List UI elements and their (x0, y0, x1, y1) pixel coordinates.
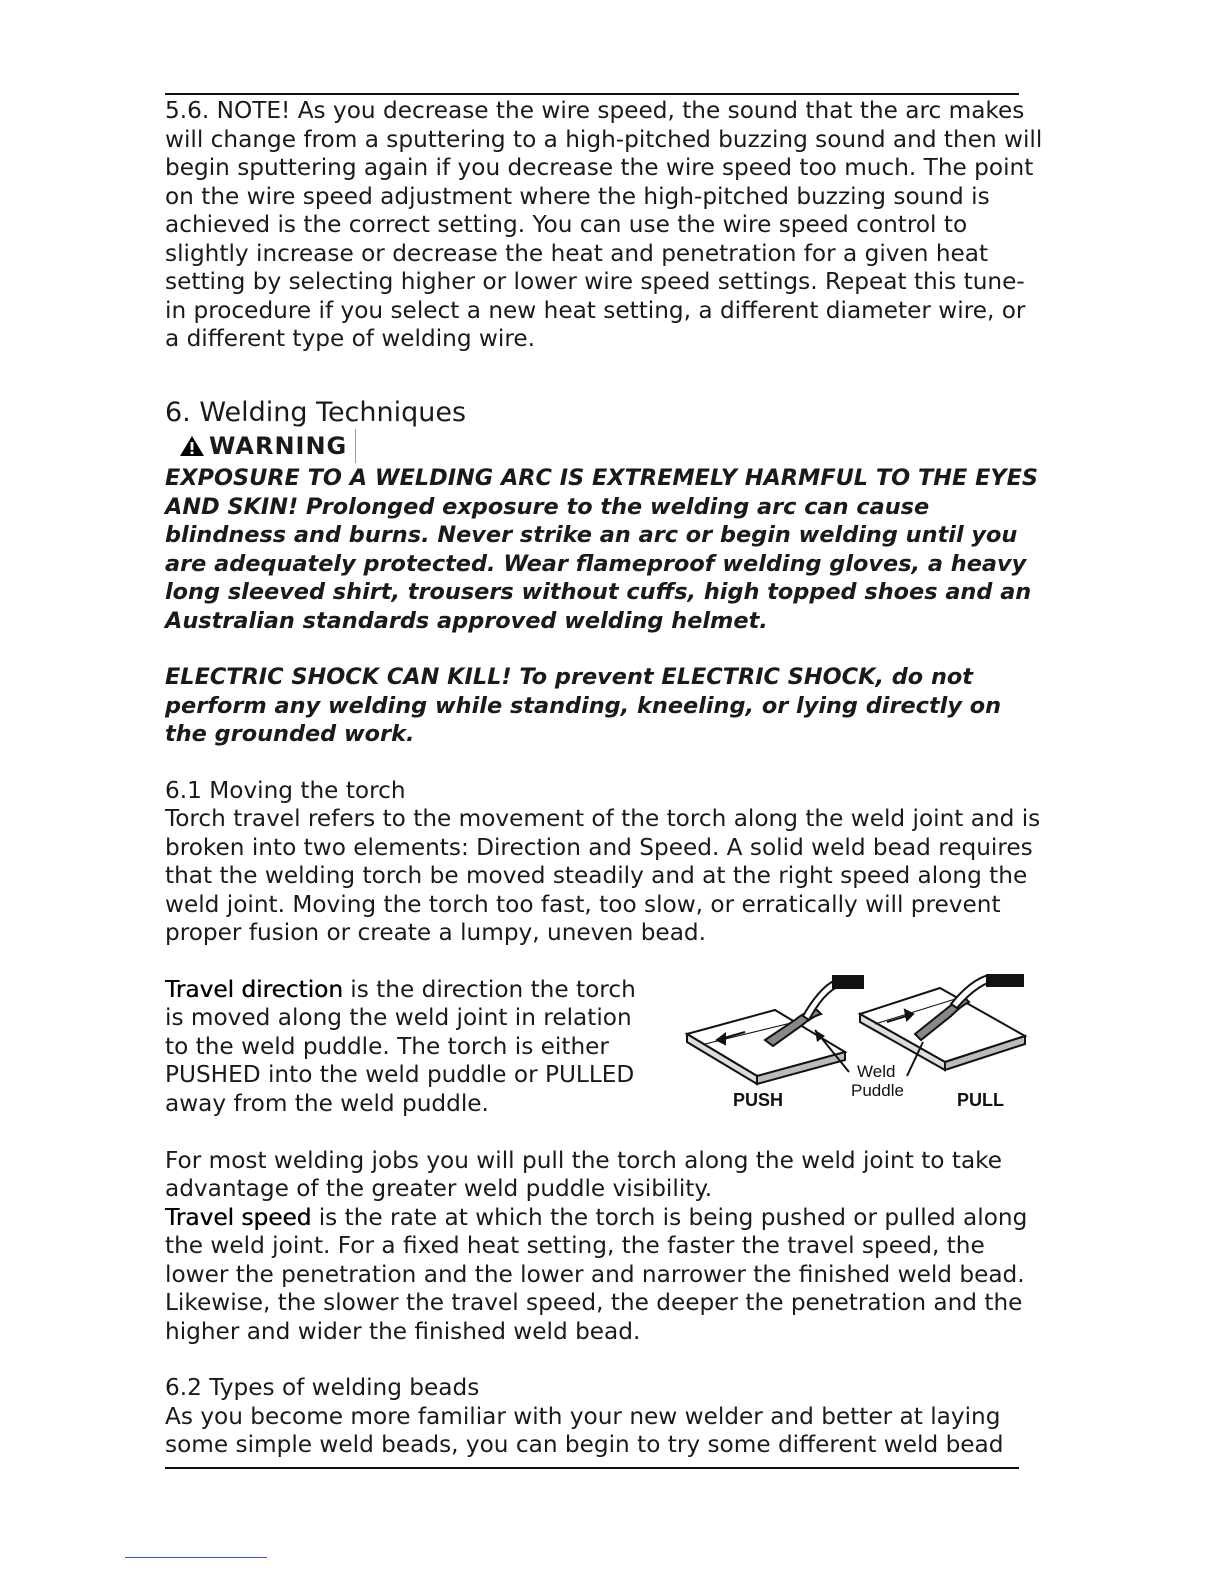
puddle-label: Puddle (851, 1080, 904, 1100)
pull-label: PULL (957, 1089, 1004, 1110)
travel-speed-text: is the rate at which the torch is being pushed or pulled along the weld joint. For a fixed heat setting, the faster the travel speed, the lower the penetration and the lower and narrower the finished weld bead. Likewise, the slower the travel speed, the deeper the penetration and the higher and wider the finished weld bead. (165, 1203, 1028, 1345)
push-pull-figure (675, 974, 1037, 1119)
travel-direction-term: Travel direction (165, 975, 343, 1003)
travel-direction-paragraph (165, 976, 655, 1119)
note-paragraph: 5.6. NOTE! As you decrease the wire speed, the sound that the arc makes will change from a sputtering to a high-pitched buzzing sound and then will begin sputtering again if you decrease the wire speed too much. The point on the wire speed adjustment where the high-pitched buzzing sound is achieved is the correct setting. You can use the wire speed control to slightly increase or decrease the heat and penetration for a given heat setting by selecting higher or lower wire speed settings. Repeat this tune-in procedure if you select a new heat setting, a different diameter wire, or a different type of welding wire. (165, 97, 1043, 352)
travel-direction-text: is the direction the torch is moved along the weld joint in relation to the weld puddle. The torch is either PUSHED into the weld puddle or PULLED away from the weld puddle. (165, 975, 636, 1117)
top-rule (165, 93, 1019, 95)
torch-travel-intro: Torch travel refers to the movement of the torch along the weld joint and is broken into two elements: Direction and Speed. A solid weld bead requires that the welding torch be moved steadily and at the right speed along the weld joint. Moving the torch too fast, too slow, or erratically will prevent proper fusion or create a lumpy, uneven bead. (165, 805, 1041, 946)
subsection-heading: 6.1 Moving the torch (165, 776, 406, 804)
warning-label (179, 429, 356, 463)
warning-shock-text: ELECTRIC SHOCK CAN KILL! To prevent ELECTRIC SHOCK, do not perform any welding while standing, kneeling, or lying directly on the grounded work. (165, 664, 1002, 747)
bottom-rule (165, 1467, 1019, 1469)
warning-triangle-icon (179, 435, 205, 457)
weld-beads-paragraph: As you become more familiar with your new welder and better at laying some simple weld beads, you can begin to try some different weld bead (165, 1402, 1004, 1458)
subsection-heading-beads: 6.2 Types of welding beads (165, 1374, 480, 1401)
footnote-link-line (125, 1557, 267, 1558)
pull-diagram (860, 974, 1025, 1070)
travel-direction-row (165, 976, 1045, 1119)
travel-speed-paragraph (165, 1204, 1045, 1347)
push-label: PUSH (733, 1089, 784, 1110)
weld-label: Weld (857, 1061, 896, 1081)
pull-note-paragraph: For most welding jobs you will pull the torch along the weld joint to take advantage of the greater weld puddle visibility. (165, 1146, 1003, 1202)
section-heading: 6. Welding Techniques (165, 396, 467, 428)
push-diagram (687, 976, 863, 1084)
warning-label-text: WARNING (209, 431, 348, 460)
warning-exposure-text: EXPOSURE TO A WELDING ARC IS EXTREMELY HARMFUL TO THE EYES AND SKIN! Prolonged exposure to the welding arc can cause blindness and burns. Never strike an arc or begin welding until you are adequately protected. Wear flameproof welding gloves, a heavy long sleeved shirt, trousers without cuffs, high topped shoes and an Australian standards approved welding helmet. (165, 465, 1039, 634)
travel-speed-term: Travel speed (165, 1203, 312, 1231)
page-content (165, 97, 1045, 1460)
